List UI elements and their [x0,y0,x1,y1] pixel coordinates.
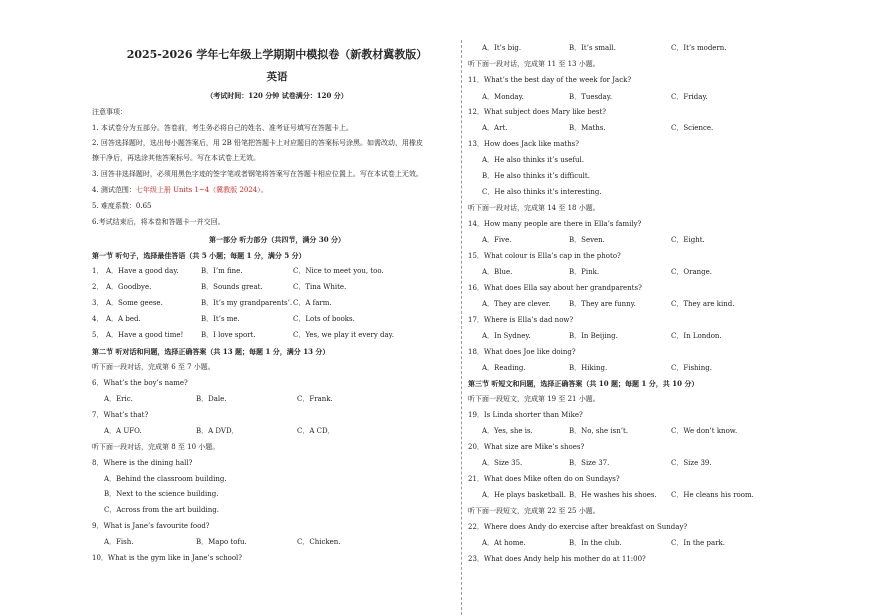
q3-option-a: A．Some geese. [106,299,163,307]
q11-question: 11．What’s the best day of the week for Jack? [468,76,632,84]
q11-option-b: B．Tuesday. [569,93,612,101]
q18-option-a: A．Reading. [482,364,526,372]
note-5: 5. 难度系数：0.65 [92,202,152,210]
q19-option-c: C．We don’t know. [671,427,738,435]
q12-option-a: A．Art. [482,124,508,132]
q13-option-c: C．He also thinks it’s interesting. [482,188,602,196]
q16-question: 16．What does Ella say about her grandparents? [468,284,642,292]
instruction-14-18: 听下面一段对话，完成第 14 至 18 小题。 [468,204,600,212]
q3-option-b: B．It’s my grandparents’. [201,299,293,307]
q22-option-a: A．At home. [482,539,526,547]
q21-question: 21．What does Mike often do on Sundays? [468,475,620,483]
note-6: 6.考试结束后，将本卷和答题卡一并交回。 [92,218,225,226]
q6-option-a: A．Eric. [104,395,133,403]
note-4-range: 七年级上册 Units 1~4（冀教版 2024）。 [135,186,268,194]
q8-option-a: A．Behind the classroom building. [104,475,227,483]
q9-question: 9．What is Jane’s favourite food? [92,522,210,530]
note-2b: 擦干净后，再选涂其他答案标号。写在本试卷上无效。 [92,154,260,162]
q21-option-c: C．He cleans his room. [671,491,754,499]
q14-question: 14．How many people are there in Ella’s family? [468,220,642,228]
q19-question: 19．Is Linda shorter than Mike? [468,411,583,419]
instruction-11-13: 听下面一段对话，完成第 11 至 13 小题。 [468,60,600,68]
q7-option-a: A．A UFO. [104,427,142,435]
section3-heading: 第三节 听短文和问题，选择正确答案（共 10 题；每题 1 分，共 10 分） [468,379,699,388]
note-4-prefix: 4. 测试范围： [92,186,136,194]
page-title: 2025-2026 学年七年级上学期期中模拟卷（新教材冀教版） [126,48,428,61]
q2-option-c: C．Tina White. [293,283,347,291]
q1-option-b: B．I’m fine. [201,267,243,275]
q21-option-a: A．He plays basketball. [482,491,566,499]
q5-option-b: B．I love sport. [201,331,256,339]
q8-question: 8．Where is the dining hall? [92,459,193,467]
q1-option-a: A．Have a good day. [106,267,179,275]
q15-option-c: C．Orange. [671,268,712,276]
q5-number: 5． [92,331,104,339]
q22-option-c: C．In the park. [671,539,726,547]
instruction-22-25: 听下面一段短文，完成第 22 至 25 小题。 [468,507,600,515]
section2-heading: 第二节 听对话和问题，选择正确答案（共 13 题；每题 1 分，满分 13 分） [92,347,330,356]
q10-question: 10．What is the gym like in Jane’s school? [92,554,243,562]
q20-option-c: C．Size 39. [671,459,712,467]
q18-option-b: B．Hiking. [569,364,608,372]
q3-option-c: C．A farm. [293,299,332,307]
q10-option-a: A．It’s big. [482,44,522,52]
q2-option-b: B．Sounds great. [201,283,263,291]
part1-heading: 第一部分 听力部分（共四节，满分 30 分） [208,235,346,244]
q17-option-b: B．In Beijing. [569,332,618,340]
note-3: 3. 回答非选择题时，必须用黑色字迹的签字笔或者钢笔将答案写在答题卡相应位置上。写在本试卷上无效。 [92,170,423,178]
q3-number: 3． [92,299,104,307]
q17-question: 17．Where is Ella’s dad now? [468,316,574,324]
q6-question: 6．What’s the boy’s name? [92,379,188,387]
q19-option-a: A．Yes, she is. [482,427,533,435]
q10-option-c: C．It’s modern. [671,44,727,52]
q16-option-b: B．They are funny. [569,300,636,308]
q12-question: 12．What subject does Mary like best? [468,108,607,116]
q4-option-a: A．A bed. [106,315,141,323]
instruction-6-7: 听下面一段对话，完成第 6 至 7 小题。 [92,363,215,371]
q18-option-c: C．Fishing. [671,364,713,372]
notes-heading: 注意事项： [92,108,127,116]
q20-question: 20．What size are Mike’s shoes? [468,443,585,451]
q17-option-a: A．In Sydney. [482,332,531,340]
q10-option-b: B．It’s small. [569,44,616,52]
q7-question: 7．What’s that? [92,411,149,419]
q1-number: 1． [92,267,104,275]
q8-option-c: C．Across from the art building. [104,506,219,514]
subject-title: 英语 [266,71,288,83]
q22-question: 22．Where does Andy do exercise after breakfast on Sunday? [468,523,688,531]
q5-option-c: C．Yes, we play it every day. [293,331,394,339]
q7-option-b: B．A DVD． [196,427,239,435]
instruction-8-10: 听下面一段对话，完成第 8 至 10 小题。 [92,443,220,451]
q11-option-a: A．Monday. [482,93,524,101]
q12-option-c: C．Science. [671,124,714,132]
q14-option-b: B．Seven. [569,236,605,244]
instruction-19-21: 听下面一段短文，完成第 19 至 21 小题。 [468,395,600,403]
q18-question: 18．What does Joe like doing? [468,348,576,356]
q9-option-a: A．Fish. [104,538,134,546]
q7-option-c: C．A CD． [297,427,335,435]
q8-option-b: B．Next to the science building. [104,490,219,498]
q2-number: 2． [92,283,104,291]
q15-option-b: B．Pink. [569,268,600,276]
q4-option-b: B．It’s me. [201,315,240,323]
section1-heading: 第一节 听句子，选择最佳答语（共 5 小题；每题 1 分，满分 5 分） [92,251,306,260]
q1-option-c: C．Nice to meet you, too. [293,267,384,275]
q6-option-c: C．Frank. [297,395,333,403]
q13-question: 13．How does Jack like maths? [468,140,580,148]
q13-option-b: B．He also thinks it’s difficult. [482,172,590,180]
exam-meta: （考试时间：120 分钟 试卷满分：120 分） [206,91,348,100]
q11-option-c: C．Friday. [671,93,708,101]
q15-option-a: A．Blue. [482,268,513,276]
q19-option-b: B．No, she isn’t. [569,427,629,435]
q14-option-a: A．Five. [482,236,512,244]
note-4 [92,186,268,195]
note-2a: 2. 回答选择题时，选出每小题答案后，用 2B 铅笔把答题卡上对应题目的答案标号涂黑。如需改动，用橡皮 [92,139,423,147]
q14-option-c: C．Eight. [671,236,705,244]
q22-option-b: B．In the club. [569,539,622,547]
q5-option-a: A．Have a good time! [106,331,184,339]
q6-option-b: B．Dale. [196,395,227,403]
q9-option-b: B．Mapo tofu. [196,538,247,546]
q2-option-a: A．Goodbye. [106,283,152,291]
q17-option-c: C．In London. [671,332,722,340]
q13-option-a: A．He also thinks it’s useful. [482,156,584,164]
q15-question: 15．What colour is Ella’s cap in the photo? [468,252,621,260]
q16-option-c: C．They are kind. [671,300,735,308]
q9-option-c: C．Chicken. [297,538,341,546]
q23-question: 23．What does Andy help his mother do at 11:00? [468,555,646,563]
q4-number: 4． [92,315,104,323]
q20-option-a: A．Size 35. [482,459,523,467]
q20-option-b: B．Size 37. [569,459,610,467]
note-1: 1. 本试卷分为五部分。答卷前，考生务必将自己的姓名、准考证号填写在答题卡上。 [92,124,353,132]
q21-option-b: B．He washes his shoes. [569,491,657,499]
q16-option-a: A．They are clever. [482,300,551,308]
q4-option-c: C．Lots of books. [293,315,355,323]
column-divider [461,40,462,615]
q12-option-b: B．Maths. [569,124,606,132]
